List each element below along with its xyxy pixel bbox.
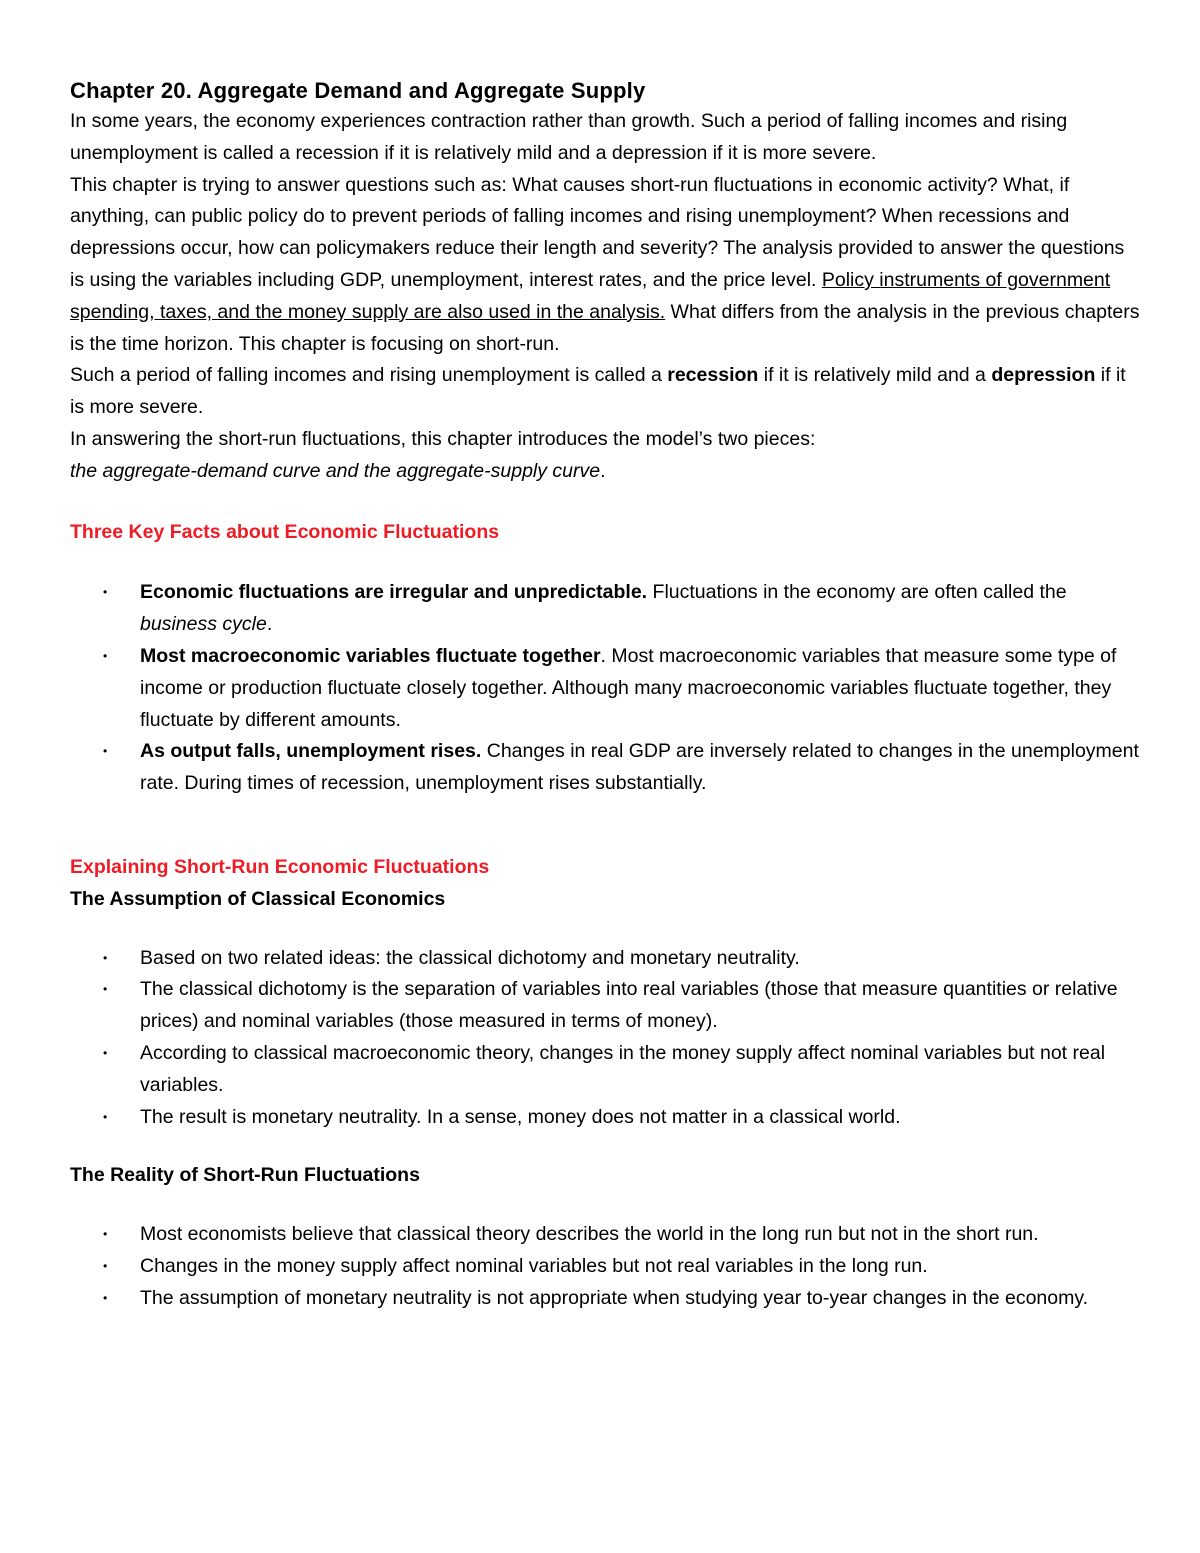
intro-paragraph-1: In some years, the economy experiences contraction rather than growth. Such a period of falling incomes and rising unemployment is called a recession if it is relatively mild and a depression if it is more severe.: [70, 110, 1068, 164]
list-item: [70, 1102, 1140, 1134]
section-heading-key-facts: Three Key Facts about Economic Fluctuations: [70, 520, 500, 543]
key-facts-list: [70, 577, 1140, 800]
intro-paragraph-3: [70, 360, 1140, 424]
fact-italic: business cycle: [140, 613, 267, 636]
document-page: [70, 76, 1140, 1315]
intro-p2-underlined: Policy instruments of government spending, taxes, and the money supply are also used in the analysis.: [70, 268, 1111, 323]
intro-p2-text: This chapter is trying to answer questions such as: What causes short-run fluctuations in economic activity? What, if anything, can public policy do to prevent periods of falling incomes and rising unemployment? When recessions and depressions occur, how can policymakers reduce their length and severity? The analysis provided to answer the questions is using the variables including GDP, unemployment, interest rates, and the price level.: [70, 173, 1125, 291]
page-title: Chapter 20. Aggregate Demand and Aggregate Supply: [70, 78, 646, 103]
model-pieces-italic: the aggregate-demand curve and the aggregate-supply curve: [70, 459, 601, 482]
list-item-text: The result is monetary neutrality. In a sense, money does not matter in a classical world.: [140, 1105, 901, 1128]
list-item: [70, 943, 1140, 975]
recession-term: recession: [667, 364, 759, 387]
list-item: [70, 974, 1140, 1038]
fact-title: Most macroeconomic variables fluctuate together: [140, 644, 601, 667]
bullet-icon: •: [103, 1109, 108, 1124]
list-item-text: Changes in the money supply affect nominal variables but not real variables in the long run.: [140, 1254, 928, 1277]
fact-title: As output falls, unemployment rises.: [140, 740, 482, 763]
subheading-reality: The Reality of Short-Run Fluctuations: [70, 1164, 420, 1187]
intro-p2-text-end: What differs from the analysis in the previous chapters is the time horizon. This chapter is focusing on short-run.: [70, 300, 1140, 355]
subheading-classical: The Assumption of Classical Economics: [70, 887, 446, 910]
intro-paragraph-4: In answering the short-run fluctuations, this chapter introduces the model’s two pieces:: [70, 427, 816, 450]
bullet-icon: •: [103, 585, 108, 600]
list-item-text: The classical dichotomy is the separation of variables into real variables (those that measure quantities or relative prices) and nominal variables (those measured in terms of money).: [140, 978, 1118, 1033]
bullet-icon: •: [103, 982, 108, 997]
bullet-icon: •: [103, 744, 108, 759]
intro-paragraph-2: [70, 170, 1140, 361]
bullet-icon: •: [103, 648, 108, 663]
fact-text: Fluctuations in the economy are often called the: [647, 581, 1067, 604]
list-item: [70, 1219, 1140, 1251]
list-item-text: Based on two related ideas: the classical dichotomy and monetary neutrality.: [140, 946, 800, 969]
list-item: [70, 641, 1140, 736]
intro-p3-text: Such a period of falling incomes and rising unemployment is called a: [70, 364, 668, 387]
bullet-icon: •: [103, 950, 108, 965]
fact-end: .: [266, 613, 273, 636]
fact-text: Changes in real GDP are inversely related to changes in the unemployment rate. During times of recession, unemployment rises substantially.: [140, 740, 1139, 795]
intro-p3-text-end: if it is more severe.: [70, 364, 1126, 419]
bullet-icon: •: [103, 1045, 108, 1060]
intro-paragraph-5: [70, 456, 1140, 488]
intro-p5-end: .: [600, 459, 606, 482]
fact-title: Economic fluctuations are irregular and unpredictable.: [140, 581, 648, 604]
list-item-text: The assumption of monetary neutrality is not appropriate when studying year to-year changes in the economy.: [140, 1286, 1089, 1309]
classical-list: [70, 943, 1140, 1134]
depression-term: depression: [991, 364, 1096, 387]
bullet-icon: •: [103, 1290, 108, 1305]
intro-p3-text-mid: if it is relatively mild and a: [758, 364, 992, 387]
list-item: [70, 1038, 1140, 1102]
list-item: [70, 1251, 1140, 1283]
reality-list: [70, 1219, 1140, 1314]
list-item-text: According to classical macroeconomic theory, changes in the money supply affect nominal variables but not real variables.: [140, 1041, 1106, 1096]
section-heading-explaining: Explaining Short-Run Economic Fluctuations: [70, 855, 490, 878]
list-item-text: Most economists believe that classical theory describes the world in the long run but not in the short run.: [140, 1223, 1039, 1246]
bullet-icon: •: [103, 1258, 108, 1273]
list-item: [70, 736, 1140, 800]
fact-text: . Most macroeconomic variables that measure some type of income or production fluctuate closely together. Although many macroeconomic variables fluctuate together, they fluctuate by different amounts.: [140, 644, 1117, 731]
list-item: [70, 1283, 1140, 1315]
bullet-icon: •: [103, 1227, 108, 1242]
list-item: [70, 577, 1140, 641]
